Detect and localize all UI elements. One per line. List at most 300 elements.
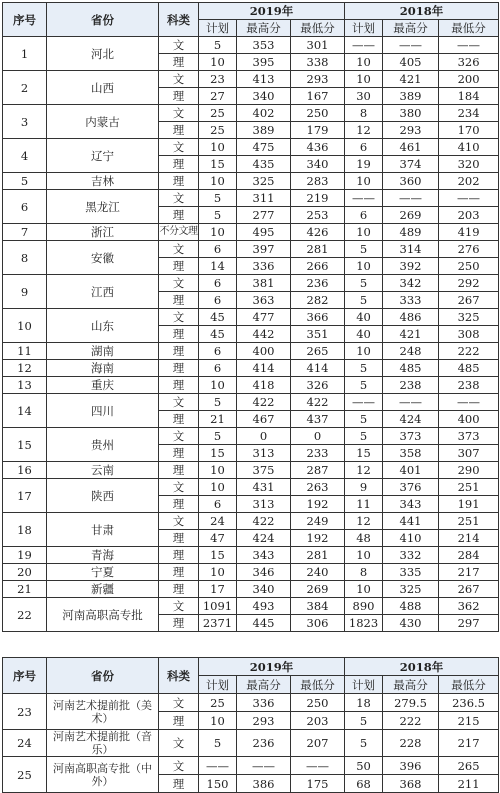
admission-table-henan (2, 657, 499, 793)
max-2018-cell: 314 (383, 241, 439, 258)
subject-cell: 文 (159, 190, 199, 207)
max-2019-cell: 442 (237, 326, 291, 343)
plan-2019-cell: —— (199, 757, 237, 775)
plan-2018-cell: 5 (345, 275, 383, 292)
min-2019-cell: —— (291, 757, 345, 775)
min-2018-cell: 236.5 (439, 694, 499, 712)
province-cell: 辽宁 (47, 139, 159, 173)
max-2018-cell: 392 (383, 258, 439, 275)
plan-2019-cell: 14 (199, 258, 237, 275)
plan-2018-cell: 15 (345, 445, 383, 462)
min-2018-cell: 250 (439, 258, 499, 275)
max-2019-cell: 467 (237, 411, 291, 428)
table-body (3, 694, 499, 793)
seq-cell: 21 (3, 581, 47, 598)
seq-cell: 17 (3, 479, 47, 513)
province-cell: 浙江 (47, 224, 159, 241)
seq-cell: 22 (3, 598, 47, 632)
plan-2018-cell: 68 (345, 775, 383, 793)
seq-cell: 2 (3, 71, 47, 105)
min-2019-cell: 422 (291, 394, 345, 411)
max-2019-cell: 313 (237, 445, 291, 462)
max-2019-cell: 236 (237, 730, 291, 757)
max-2018-cell: 410 (383, 530, 439, 547)
max-2019-cell: 418 (237, 377, 291, 394)
province-cell: 黑龙江 (47, 190, 159, 224)
max-2018-cell: 368 (383, 775, 439, 793)
min-2019-cell: 384 (291, 598, 345, 615)
plan-2018-cell: 5 (345, 428, 383, 445)
plan-2019-cell: 15 (199, 547, 237, 564)
max-2019-cell: 445 (237, 615, 291, 632)
seq-cell: 24 (3, 730, 47, 757)
plan-2018-cell: 19 (345, 156, 383, 173)
subject-cell: 文 (159, 275, 199, 292)
plan-2018-cell: —— (345, 190, 383, 207)
min-2018-cell: 251 (439, 479, 499, 496)
min-2019-cell: 282 (291, 292, 345, 309)
max-2019-cell: 381 (237, 275, 291, 292)
plan-2018-cell: 6 (345, 207, 383, 224)
header-min-2018: 最低分 (439, 20, 499, 37)
plan-2018-cell: 5 (345, 241, 383, 258)
max-2018-cell: 360 (383, 173, 439, 190)
max-2019-cell: 477 (237, 309, 291, 326)
min-2019-cell: 253 (291, 207, 345, 224)
subject-cell: 文 (159, 309, 199, 326)
plan-2018-cell: 8 (345, 564, 383, 581)
min-2019-cell: 326 (291, 377, 345, 394)
plan-2018-cell: 48 (345, 530, 383, 547)
max-2018-cell: —— (383, 190, 439, 207)
table-row (3, 343, 499, 360)
min-2019-cell: 0 (291, 428, 345, 445)
plan-2019-cell: 6 (199, 496, 237, 513)
plan-2019-cell: 5 (199, 190, 237, 207)
table-row (3, 71, 499, 88)
min-2019-cell: 287 (291, 462, 345, 479)
subject-cell: 理 (159, 712, 199, 730)
min-2019-cell: 207 (291, 730, 345, 757)
subject-cell: 文 (159, 139, 199, 156)
table-row (3, 139, 499, 156)
plan-2018-cell: 30 (345, 88, 383, 105)
max-2019-cell: 435 (237, 156, 291, 173)
subject-cell: 理 (159, 775, 199, 793)
max-2018-cell: —— (383, 37, 439, 54)
max-2018-cell: 333 (383, 292, 439, 309)
table-row (3, 190, 499, 207)
max-2019-cell: 353 (237, 37, 291, 54)
min-2019-cell: 175 (291, 775, 345, 793)
min-2018-cell: 284 (439, 547, 499, 564)
table-row (3, 730, 499, 757)
plan-2019-cell: 10 (199, 377, 237, 394)
table-row (3, 513, 499, 530)
header-seq: 序号 (3, 658, 47, 694)
min-2019-cell: 179 (291, 122, 345, 139)
province-cell: 江西 (47, 275, 159, 309)
plan-2019-cell: 5 (199, 207, 237, 224)
min-2019-cell: 192 (291, 496, 345, 513)
max-2019-cell: 343 (237, 547, 291, 564)
max-2019-cell: 414 (237, 360, 291, 377)
header-plan-2018: 计划 (345, 20, 383, 37)
table-row (3, 547, 499, 564)
max-2018-cell: 461 (383, 139, 439, 156)
seq-cell: 8 (3, 241, 47, 275)
min-2019-cell: 281 (291, 547, 345, 564)
min-2018-cell: 326 (439, 54, 499, 71)
header-max-2018: 最高分 (383, 20, 439, 37)
subject-cell: 理 (159, 88, 199, 105)
plan-2019-cell: 45 (199, 309, 237, 326)
plan-2018-cell: —— (345, 394, 383, 411)
plan-2019-cell: 6 (199, 241, 237, 258)
min-2019-cell: 265 (291, 343, 345, 360)
plan-2018-cell: 5 (345, 360, 383, 377)
subject-cell: 理 (159, 530, 199, 547)
max-2019-cell: 340 (237, 88, 291, 105)
min-2018-cell: 184 (439, 88, 499, 105)
min-2019-cell: 250 (291, 105, 345, 122)
max-2019-cell: 325 (237, 173, 291, 190)
max-2018-cell: 325 (383, 581, 439, 598)
header-plan-2018: 计划 (345, 676, 383, 694)
max-2018-cell: 373 (383, 428, 439, 445)
province-cell: 青海 (47, 547, 159, 564)
min-2018-cell: 202 (439, 173, 499, 190)
max-2018-cell: 335 (383, 564, 439, 581)
min-2019-cell: 437 (291, 411, 345, 428)
plan-2018-cell: 890 (345, 598, 383, 615)
plan-2019-cell: 27 (199, 88, 237, 105)
subject-cell: 文 (159, 71, 199, 88)
min-2019-cell: 340 (291, 156, 345, 173)
subject-cell: 文 (159, 37, 199, 54)
subject-cell: 理 (159, 547, 199, 564)
max-2018-cell: 374 (383, 156, 439, 173)
min-2019-cell: 301 (291, 37, 345, 54)
plan-2019-cell: 21 (199, 411, 237, 428)
table-row (3, 37, 499, 54)
min-2019-cell: 167 (291, 88, 345, 105)
max-2019-cell: 431 (237, 479, 291, 496)
min-2018-cell: 267 (439, 581, 499, 598)
subject-cell: 理 (159, 156, 199, 173)
plan-2018-cell: 11 (345, 496, 383, 513)
header-subject: 科类 (159, 3, 199, 37)
max-2018-cell: 380 (383, 105, 439, 122)
province-cell: 湖南 (47, 343, 159, 360)
max-2018-cell: 405 (383, 54, 439, 71)
subject-cell: 理 (159, 122, 199, 139)
max-2019-cell: 495 (237, 224, 291, 241)
plan-2018-cell: 40 (345, 309, 383, 326)
min-2019-cell: 306 (291, 615, 345, 632)
max-2019-cell: 346 (237, 564, 291, 581)
min-2018-cell: 320 (439, 156, 499, 173)
province-cell: 吉林 (47, 173, 159, 190)
plan-2018-cell: 10 (345, 224, 383, 241)
plan-2019-cell: 10 (199, 479, 237, 496)
header-min-2019: 最低分 (291, 676, 345, 694)
max-2019-cell: 313 (237, 496, 291, 513)
min-2018-cell: 362 (439, 598, 499, 615)
plan-2019-cell: 17 (199, 581, 237, 598)
plan-2019-cell: 45 (199, 326, 237, 343)
province-cell: 河南高职高专批（中外） (47, 757, 159, 793)
min-2019-cell: 436 (291, 139, 345, 156)
plan-2019-cell: 6 (199, 343, 237, 360)
max-2019-cell: 336 (237, 258, 291, 275)
max-2018-cell: 421 (383, 71, 439, 88)
max-2018-cell: 332 (383, 547, 439, 564)
max-2018-cell: 343 (383, 496, 439, 513)
min-2018-cell: 170 (439, 122, 499, 139)
min-2018-cell: 292 (439, 275, 499, 292)
seq-cell: 16 (3, 462, 47, 479)
subject-cell: 理 (159, 411, 199, 428)
plan-2019-cell: 5 (199, 37, 237, 54)
min-2018-cell: 203 (439, 207, 499, 224)
province-cell: 四川 (47, 394, 159, 428)
min-2019-cell: 249 (291, 513, 345, 530)
max-2019-cell: 400 (237, 343, 291, 360)
min-2019-cell: 203 (291, 712, 345, 730)
header-plan-2019: 计划 (199, 676, 237, 694)
plan-2019-cell: 6 (199, 292, 237, 309)
max-2019-cell: 422 (237, 394, 291, 411)
plan-2019-cell: 5 (199, 730, 237, 757)
table-row (3, 428, 499, 445)
plan-2019-cell: 10 (199, 564, 237, 581)
max-2019-cell: 340 (237, 581, 291, 598)
plan-2019-cell: 25 (199, 694, 237, 712)
min-2019-cell: 283 (291, 173, 345, 190)
table-row (3, 581, 499, 598)
min-2019-cell: 281 (291, 241, 345, 258)
max-2019-cell: 395 (237, 54, 291, 71)
max-2019-cell: 402 (237, 105, 291, 122)
min-2018-cell: 290 (439, 462, 499, 479)
subject-cell: 理 (159, 377, 199, 394)
seq-cell: 10 (3, 309, 47, 343)
table-row (3, 275, 499, 292)
max-2018-cell: 389 (383, 88, 439, 105)
plan-2019-cell: 25 (199, 105, 237, 122)
max-2019-cell: —— (237, 757, 291, 775)
max-2019-cell: 277 (237, 207, 291, 224)
table-row (3, 757, 499, 775)
header-subject: 科类 (159, 658, 199, 694)
min-2019-cell: 236 (291, 275, 345, 292)
plan-2019-cell: 24 (199, 513, 237, 530)
plan-2019-cell: 25 (199, 122, 237, 139)
min-2019-cell: 269 (291, 581, 345, 598)
table-row (3, 694, 499, 712)
subject-cell: 理 (159, 445, 199, 462)
seq-cell: 5 (3, 173, 47, 190)
min-2018-cell: 400 (439, 411, 499, 428)
table-row (3, 360, 499, 377)
plan-2019-cell: 6 (199, 360, 237, 377)
seq-cell: 20 (3, 564, 47, 581)
max-2019-cell: 389 (237, 122, 291, 139)
min-2019-cell: 240 (291, 564, 345, 581)
max-2019-cell: 397 (237, 241, 291, 258)
subject-cell: 理 (159, 615, 199, 632)
plan-2019-cell: 10 (199, 173, 237, 190)
subject-cell: 不分文理 (159, 224, 199, 241)
min-2019-cell: 192 (291, 530, 345, 547)
seq-cell: 4 (3, 139, 47, 173)
subject-cell: 理 (159, 462, 199, 479)
min-2018-cell: 276 (439, 241, 499, 258)
seq-cell: 7 (3, 224, 47, 241)
header-province: 省份 (47, 3, 159, 37)
province-cell: 陕西 (47, 479, 159, 513)
seq-cell: 18 (3, 513, 47, 547)
max-2019-cell: 493 (237, 598, 291, 615)
table-row (3, 598, 499, 615)
plan-2019-cell: 5 (199, 428, 237, 445)
plan-2018-cell: 10 (345, 343, 383, 360)
min-2019-cell: 263 (291, 479, 345, 496)
province-cell: 贵州 (47, 428, 159, 462)
header-max-2018: 最高分 (383, 676, 439, 694)
plan-2018-cell: 5 (345, 292, 383, 309)
subject-cell: 理 (159, 173, 199, 190)
min-2018-cell: 485 (439, 360, 499, 377)
header-min-2018: 最低分 (439, 676, 499, 694)
header-year-2019: 2019年 (199, 3, 345, 20)
header-year-2018: 2018年 (345, 658, 499, 676)
plan-2018-cell: 10 (345, 71, 383, 88)
admission-table-main (2, 2, 499, 632)
subject-cell: 文 (159, 598, 199, 615)
min-2018-cell: 307 (439, 445, 499, 462)
min-2018-cell: 267 (439, 292, 499, 309)
max-2018-cell: —— (383, 394, 439, 411)
header-plan-2019: 计划 (199, 20, 237, 37)
max-2019-cell: 475 (237, 139, 291, 156)
max-2019-cell: 422 (237, 513, 291, 530)
min-2018-cell: —— (439, 394, 499, 411)
max-2018-cell: 421 (383, 326, 439, 343)
plan-2019-cell: 10 (199, 712, 237, 730)
min-2019-cell: 233 (291, 445, 345, 462)
plan-2018-cell: 18 (345, 694, 383, 712)
max-2018-cell: 401 (383, 462, 439, 479)
header-year-2018: 2018年 (345, 3, 499, 20)
province-cell: 新疆 (47, 581, 159, 598)
min-2018-cell: 214 (439, 530, 499, 547)
min-2018-cell: —— (439, 37, 499, 54)
plan-2018-cell: 10 (345, 173, 383, 190)
subject-cell: 文 (159, 105, 199, 122)
plan-2018-cell: 40 (345, 326, 383, 343)
max-2018-cell: 358 (383, 445, 439, 462)
min-2019-cell: 414 (291, 360, 345, 377)
plan-2019-cell: 10 (199, 139, 237, 156)
min-2019-cell: 266 (291, 258, 345, 275)
max-2018-cell: 441 (383, 513, 439, 530)
plan-2018-cell: —— (345, 37, 383, 54)
max-2018-cell: 269 (383, 207, 439, 224)
plan-2018-cell: 5 (345, 377, 383, 394)
plan-2018-cell: 12 (345, 513, 383, 530)
province-cell: 甘肃 (47, 513, 159, 547)
min-2018-cell: 251 (439, 513, 499, 530)
subject-cell: 理 (159, 326, 199, 343)
min-2018-cell: 217 (439, 730, 499, 757)
max-2018-cell: 488 (383, 598, 439, 615)
subject-cell: 文 (159, 694, 199, 712)
province-cell: 安徽 (47, 241, 159, 275)
table-row (3, 241, 499, 258)
min-2018-cell: 234 (439, 105, 499, 122)
max-2018-cell: 222 (383, 712, 439, 730)
header-year-2019: 2019年 (199, 658, 345, 676)
subject-cell: 理 (159, 54, 199, 71)
min-2018-cell: 297 (439, 615, 499, 632)
min-2018-cell: 222 (439, 343, 499, 360)
plan-2018-cell: 9 (345, 479, 383, 496)
header-seq: 序号 (3, 3, 47, 37)
max-2019-cell: 386 (237, 775, 291, 793)
max-2018-cell: 489 (383, 224, 439, 241)
max-2018-cell: 342 (383, 275, 439, 292)
min-2018-cell: 217 (439, 564, 499, 581)
subject-cell: 理 (159, 292, 199, 309)
seq-cell: 23 (3, 694, 47, 730)
table-row (3, 224, 499, 241)
province-cell: 海南 (47, 360, 159, 377)
table-row (3, 173, 499, 190)
plan-2019-cell: 5 (199, 394, 237, 411)
max-2019-cell: 363 (237, 292, 291, 309)
min-2018-cell: 265 (439, 757, 499, 775)
min-2018-cell: 200 (439, 71, 499, 88)
min-2019-cell: 426 (291, 224, 345, 241)
province-cell: 宁夏 (47, 564, 159, 581)
province-cell: 内蒙古 (47, 105, 159, 139)
subject-cell: 文 (159, 241, 199, 258)
province-cell: 河南艺术提前批（美术） (47, 694, 159, 730)
min-2019-cell: 366 (291, 309, 345, 326)
max-2018-cell: 424 (383, 411, 439, 428)
header-max-2019: 最高分 (237, 676, 291, 694)
min-2018-cell: 211 (439, 775, 499, 793)
subject-cell: 理 (159, 581, 199, 598)
plan-2019-cell: 2371 (199, 615, 237, 632)
table-row (3, 564, 499, 581)
max-2018-cell: 228 (383, 730, 439, 757)
subject-cell: 文 (159, 394, 199, 411)
subject-cell: 文 (159, 730, 199, 757)
seq-cell: 12 (3, 360, 47, 377)
seq-cell: 13 (3, 377, 47, 394)
seq-cell: 19 (3, 547, 47, 564)
max-2019-cell: 0 (237, 428, 291, 445)
plan-2018-cell: 10 (345, 258, 383, 275)
header-min-2019: 最低分 (291, 20, 345, 37)
max-2019-cell: 311 (237, 190, 291, 207)
min-2018-cell: 410 (439, 139, 499, 156)
plan-2018-cell: 8 (345, 105, 383, 122)
min-2018-cell: 419 (439, 224, 499, 241)
